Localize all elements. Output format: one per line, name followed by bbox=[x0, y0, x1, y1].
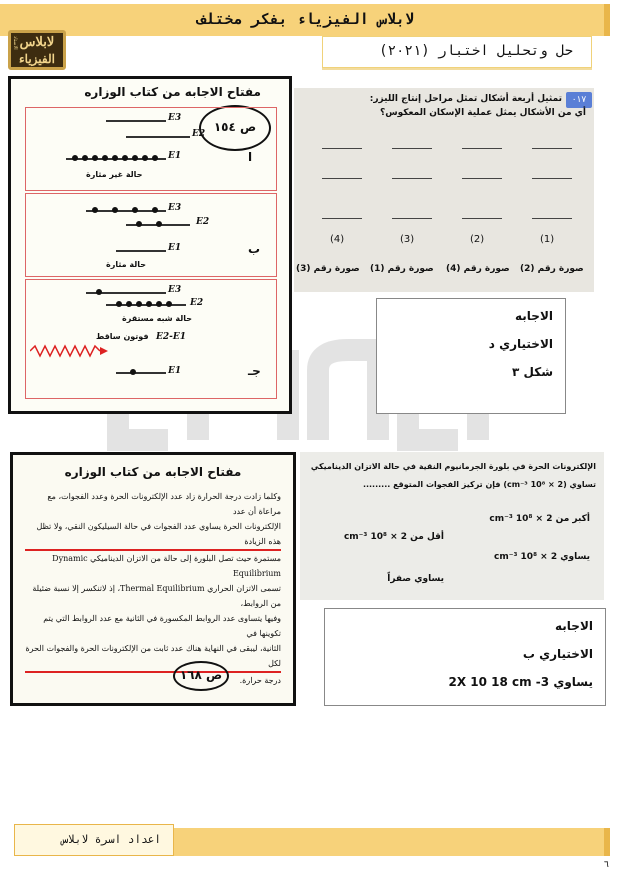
key-text-line-2: الإلكترونات الحرة يساوي عدد الفجوات في حالة السيليكون النقي، ولا تظل هذه الزيادة bbox=[25, 519, 281, 551]
question-photo-1 bbox=[294, 88, 594, 292]
key-text-line-6: الثانية، ليبقى في النهاية هناك عدد ثابت من الإلكترونات الحرة والفجوات الحرة لكل bbox=[25, 641, 281, 673]
electron bbox=[122, 155, 128, 161]
electron bbox=[152, 207, 158, 213]
top-banner bbox=[0, 4, 610, 36]
caption-ground-state: حالة غير مثارة bbox=[86, 170, 143, 179]
level-e3 bbox=[106, 120, 166, 122]
electron bbox=[92, 207, 98, 213]
label-e2: E2 bbox=[192, 129, 206, 139]
caption-metastable-state: حالة شبه مستقرة bbox=[122, 314, 192, 323]
label-e3: E3 bbox=[168, 285, 182, 295]
caption-excited-state: حالة مثارة bbox=[106, 260, 146, 269]
answer-heading-1: الاجابه bbox=[515, 309, 553, 323]
option-2c: يساوي 2 × 10⁸ cm⁻³ bbox=[494, 552, 590, 562]
figure-label-4: (4) bbox=[330, 234, 345, 245]
level-e1 bbox=[116, 372, 166, 374]
electron bbox=[130, 369, 136, 375]
electron bbox=[102, 155, 108, 161]
electron bbox=[116, 301, 122, 307]
logo-bottom-text: الفيزياء bbox=[19, 52, 55, 66]
electron bbox=[156, 221, 162, 227]
option-2b: أقل من 2 × 10⁸ cm⁻³ bbox=[343, 532, 444, 542]
caption-incident-photon: فوتون ساقط bbox=[96, 332, 149, 341]
figure-level bbox=[392, 218, 432, 219]
figure-level bbox=[322, 218, 362, 219]
logo-side-text: الاستاذ bbox=[12, 36, 18, 50]
electron bbox=[156, 301, 162, 307]
key-title-2: مفتاح الاجابه من كتاب الوزاره bbox=[64, 465, 242, 479]
option-d: صورة رقم (3) bbox=[296, 264, 360, 274]
key-title-1: مفتاح الاجابه من كتاب الوزاره bbox=[84, 85, 261, 99]
key-text-line-3: مستمرة حيث تصل البلورة إلى حالة من الاتزان الديناميكي Dynamic Equilibrium bbox=[52, 554, 281, 578]
exam-subtitle-banner bbox=[322, 36, 592, 68]
figure-level bbox=[322, 178, 362, 179]
question-number-badge: ٠١٧ bbox=[566, 92, 592, 108]
question-1-line-1: تمثيل أربعة أشكال تمثل مراحل إنتاج الليزر: bbox=[369, 94, 562, 104]
answer-choice-2: الاختياري ب bbox=[522, 647, 593, 661]
electron bbox=[142, 155, 148, 161]
electron bbox=[112, 207, 118, 213]
ministry-key-box-2 bbox=[10, 452, 296, 706]
question-2-line-2: تساوي (2 × 10⁸ cm⁻³) فإن تركيز الفجوات المتوقع ......... bbox=[362, 480, 596, 489]
answer-choice-1: الاختياري د bbox=[488, 337, 553, 351]
electron bbox=[132, 155, 138, 161]
diagram-number-3: جـ bbox=[248, 364, 261, 378]
option-b: صورة رقم (4) bbox=[446, 264, 510, 274]
electron bbox=[132, 207, 138, 213]
exam-subtitle: حل وتحليل اختبار (٢٠٢١) bbox=[379, 43, 573, 59]
key-text-line-1: وكلما زادت درجة الحرارة زاد عدد الإلكترونات الحرة وعدد الفجوات، مع مراعاة أن عدد bbox=[47, 492, 281, 516]
banner-title: لابلاس الفيزياء بفكر مختلف bbox=[197, 10, 414, 28]
logo-top-text: لابلاس bbox=[19, 35, 55, 50]
figure-level bbox=[392, 178, 432, 179]
answer-box-2 bbox=[324, 608, 606, 706]
figure-level bbox=[392, 148, 432, 149]
photon-energy: E2-E1 bbox=[156, 332, 186, 342]
photon-wave-icon bbox=[30, 344, 110, 358]
label-e2: E2 bbox=[196, 217, 210, 227]
figure-level bbox=[462, 148, 502, 149]
diagram-number-1: ا bbox=[248, 150, 253, 164]
key-text-line-5: وفيها يتساوى عدد الروابط المكسورة في الثانية مع عدد الروابط التي يتم تكوينها في bbox=[43, 614, 281, 638]
label-e2: E2 bbox=[190, 298, 204, 308]
key-text-line-4: تسمى الاتزان الحراري Thermal Equilibrium، إذ لاتنكسر إلا نسبة ضئيلة من الروابط، bbox=[32, 584, 281, 608]
label-e3: E3 bbox=[168, 113, 182, 123]
figure-label-1: (1) bbox=[540, 234, 555, 245]
figure-level bbox=[532, 218, 572, 219]
electron bbox=[72, 155, 78, 161]
laplace-logo bbox=[8, 30, 66, 70]
figure-level bbox=[462, 218, 502, 219]
diagram-number-2: ب bbox=[248, 242, 261, 256]
answer-detail-1: شكل ٣ bbox=[512, 365, 553, 379]
figure-level bbox=[532, 178, 572, 179]
label-e1: E1 bbox=[168, 151, 182, 161]
figure-label-2: (2) bbox=[470, 234, 485, 245]
option-c: صورة رقم (1) bbox=[370, 264, 434, 274]
diagram-panel-3 bbox=[25, 279, 277, 399]
question-photo-2 bbox=[300, 452, 604, 600]
figure-level bbox=[322, 148, 362, 149]
answer-heading-2: الاجابه bbox=[555, 619, 593, 633]
question-2-line-1: الإلكترونات الحرة في بلورة الجرمانيوم النقية في حالة الاتزان الديناميكي bbox=[310, 462, 596, 471]
figure-level bbox=[462, 178, 502, 179]
page-ref-1: ص ١٥٤ bbox=[199, 105, 271, 151]
level-e1 bbox=[116, 250, 166, 252]
electron bbox=[112, 155, 118, 161]
option-2a: أكبر من 2 × 10⁸ cm⁻³ bbox=[489, 514, 590, 524]
electron bbox=[136, 221, 142, 227]
key-text-line-7: درجة حرارة. bbox=[239, 676, 281, 685]
label-e1: E1 bbox=[168, 366, 182, 376]
figure-label-3: (3) bbox=[400, 234, 415, 245]
question-1-line-2: أي من الأشكال يمثل عملية الإسكان المعكوس؟ bbox=[380, 108, 586, 118]
electron bbox=[146, 301, 152, 307]
level-e2 bbox=[126, 136, 190, 138]
diagram-panel-1 bbox=[25, 107, 277, 191]
answer-box-1 bbox=[376, 298, 566, 414]
electron bbox=[92, 155, 98, 161]
page-number: ٦ bbox=[604, 860, 609, 870]
option-a: صورة رقم (2) bbox=[520, 264, 584, 274]
option-2d: يساوي صفراً bbox=[387, 574, 444, 584]
answer-detail-2: يساوي 2X 10 18 cm -3 bbox=[448, 675, 593, 689]
electron bbox=[152, 155, 158, 161]
label-e3: E3 bbox=[168, 203, 182, 213]
ministry-key-box-1 bbox=[8, 76, 292, 414]
page-ref-2: ص ١٦٨ bbox=[173, 661, 229, 691]
footer-credit-box bbox=[14, 824, 174, 856]
figure-level bbox=[532, 148, 572, 149]
electron bbox=[126, 301, 132, 307]
electron bbox=[96, 289, 102, 295]
label-e1: E1 bbox=[168, 243, 182, 253]
footer-credit: اعداد اسرة لابلاس bbox=[61, 833, 161, 846]
electron bbox=[136, 301, 142, 307]
electron bbox=[166, 301, 172, 307]
diagram-panel-2 bbox=[25, 193, 277, 277]
electron bbox=[82, 155, 88, 161]
